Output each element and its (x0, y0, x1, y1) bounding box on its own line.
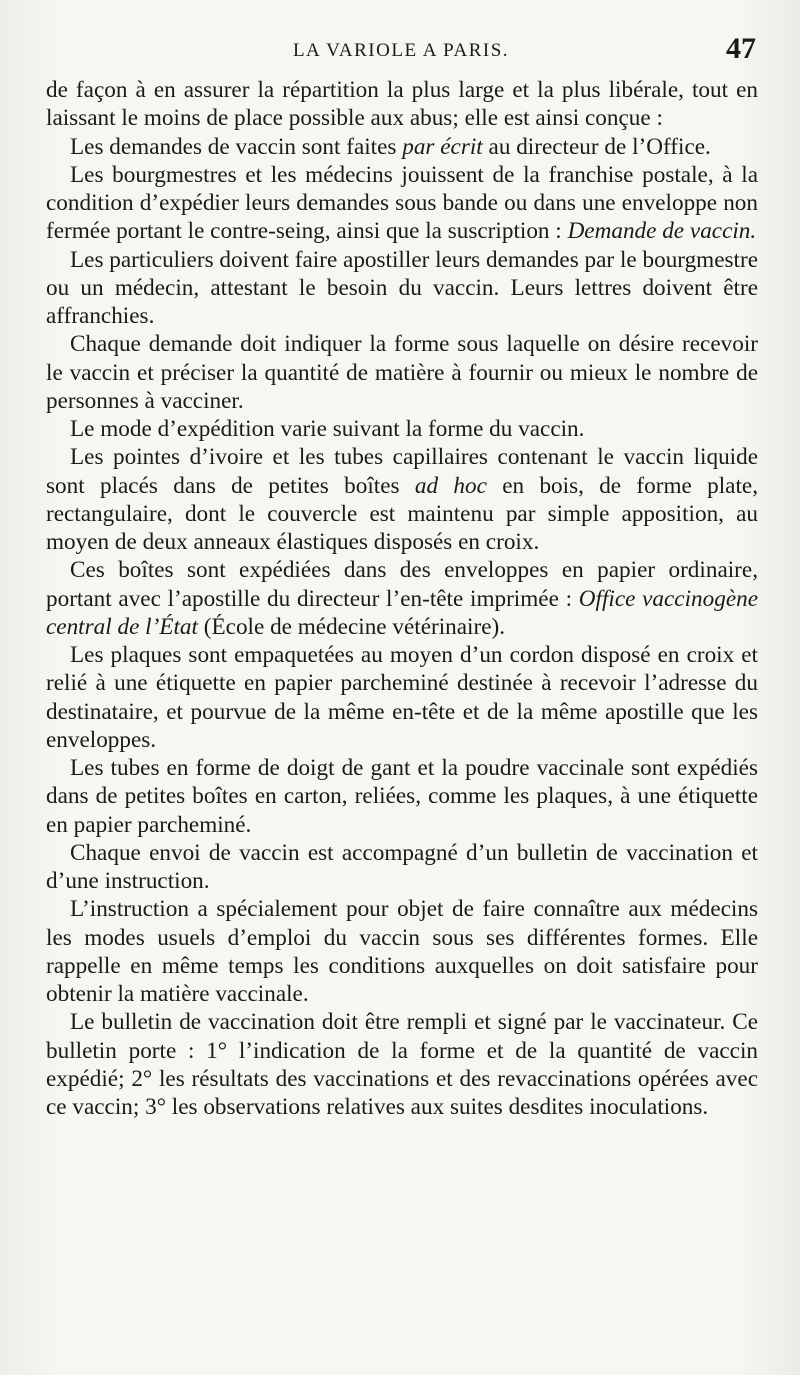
continued-paragraph (46, 76, 758, 133)
paragraph (46, 839, 758, 896)
body-text (46, 76, 758, 1121)
paragraph (46, 754, 758, 839)
text-run: de façon à en assurer la répartition la plus large et la plus libérale, tout en laissant le moins de place possible aux abus; elle est ainsi conçue : (46, 77, 758, 132)
text-run: au directeur de l’Office. (482, 133, 711, 160)
paragraph (46, 556, 758, 641)
text-run: Le bulletin de vaccination doit être rempli et signé par le vaccinateur. Ce bulletin porte : 1° l’indication de la forme et de la quantité de vaccin expédié; 2° les résultats des vaccinations et des revaccinations opérées avec ce vaccin; 3° les observations relatives aux suites desdites inoculations. (46, 1009, 758, 1120)
text-run: Les plaques sont empaquetées au moyen d’un cordon disposé en croix et relié à une étiquette en papier parcheminé destinée à recevoir l’adresse du destinataire, et pourvue de la même en-tête et de la même apostille que les enveloppes. (46, 642, 758, 753)
text-run: (École de médecine vétérinaire). (197, 613, 506, 640)
text-run: Les pointes d’ivoire et les tubes capillaires contenant le vaccin liquide sont placés dans de petites boîtes (46, 444, 758, 499)
italic-text: par écrit (402, 133, 483, 160)
paragraph (46, 246, 758, 331)
italic-text: Office vaccinogène central de l’État (46, 585, 758, 640)
page-number: 47 (726, 32, 756, 65)
text-run: en bois, de forme plate, rectangulaire, dont le couvercle est maintenu par simple apposition, au moyen de deux anneaux élastiques disposés en croix. (46, 472, 758, 555)
page-header (46, 32, 756, 72)
text-run: L’instruction a spécialement pour objet de faire connaître aux médecins les modes usuels d’emploi du vaccin sous ses différentes formes. Elle rappelle en même temps les conditions auxquelles on doit satisfaire pour obtenir la matière vaccinale. (46, 896, 758, 1007)
paragraph (46, 1008, 758, 1121)
text-run: Chaque demande doit indiquer la forme sous laquelle on désire recevoir le vaccin et préciser la quantité de matière à fournir ou mieux le nombre de personnes à vacciner. (46, 331, 758, 414)
paragraph (46, 895, 758, 1008)
text-run: Les tubes en forme de doigt de gant et la poudre vaccinale sont expédiés dans de petites boîtes en carton, reliées, comme les plaques, à une étiquette en papier parcheminé. (46, 755, 758, 838)
italic-text: ad hoc (414, 472, 487, 499)
paragraph (46, 161, 758, 246)
paragraph (46, 415, 758, 443)
text-run: Ces boîtes sont expédiées dans des enveloppes en papier ordinaire, portant avec l’apostille du directeur l’en-tête imprimée : (46, 557, 758, 612)
paragraph (46, 330, 758, 415)
paragraph (46, 133, 758, 161)
paragraph (46, 641, 758, 754)
text-run: Le mode d’expédition varie suivant la forme du vaccin. (70, 416, 585, 442)
paragraph (46, 443, 758, 556)
running-title: LA VARIOLE A PARIS. (292, 40, 510, 61)
text-run: Les particuliers doivent faire apostiller leurs demandes par le bourgmestre ou un médecin, attestant le besoin du vaccin. Leurs lettres doivent être affranchies. (46, 246, 758, 329)
italic-text: Demande de vaccin. (567, 218, 757, 245)
text-run: Les demandes de vaccin sont faites (70, 133, 403, 160)
text-run: Les bourgmestres et les médecins jouissent de la franchise postale, à la condition d’expédier leurs demandes sous bande ou dans une enveloppe non fermée portant le contre-seing, ainsi que la suscription : (46, 161, 758, 245)
text-run: Chaque envoi de vaccin est accompagné d’un bulletin de vaccination et d’une instruction. (46, 839, 758, 894)
